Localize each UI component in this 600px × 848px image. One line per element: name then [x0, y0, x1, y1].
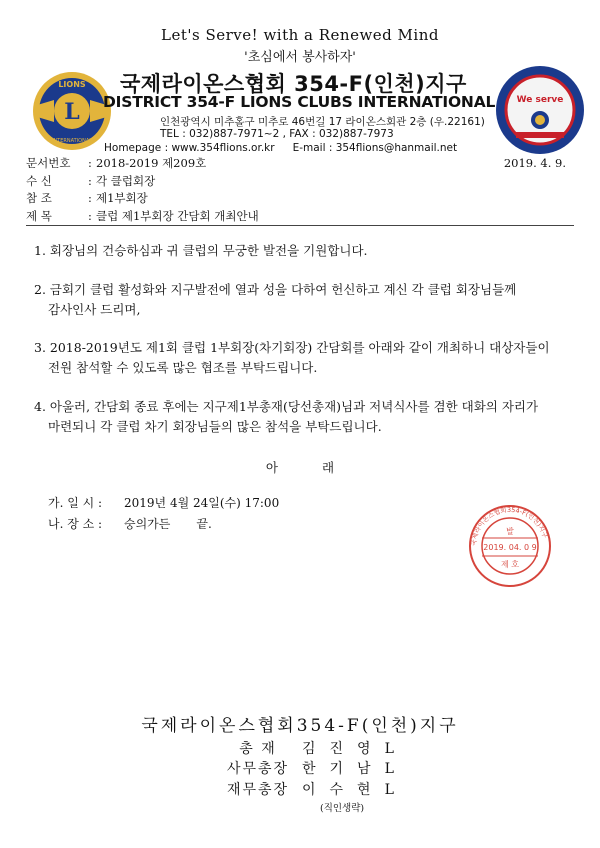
seal-omitted-note: (직인생략) [320, 803, 365, 814]
reference-label: 참 조 [26, 191, 52, 205]
stamp-date: 2019. 04. 0 9 [483, 543, 537, 552]
paragraph-2-line-2: 감사인사 드리며, [48, 301, 141, 317]
place-value: 숭의가든 [124, 517, 171, 531]
homepage: Homepage : www.354flions.or.kr [104, 142, 275, 154]
signature-governor [214, 738, 408, 758]
address: 인천광역시 미추홀구 미추로 46번길 17 라이온스회관 2층 (우.22161) [160, 116, 485, 128]
signature-treasurer [214, 779, 408, 799]
datetime-value: 2019년 4월 24일(수) 17:00 [124, 496, 280, 510]
place-label: 나. 장 소 : [48, 517, 103, 531]
paragraph-4-line-2: 마련되니 각 클럽 차기 회장님들의 많은 참석을 부탁드립니다. [48, 418, 382, 434]
paragraph-4 [34, 397, 570, 436]
divider [26, 225, 574, 226]
signature-secretary [214, 758, 408, 778]
recipient-row: 수 신 : 각 클럽회장 [26, 173, 586, 191]
detail-datetime [48, 494, 279, 511]
paragraph-2-line-1: 2. 금회기 클럽 활성화와 지구발전에 열과 성을 다하여 헌신하고 계신 각 클럽 회장님들께 [34, 282, 517, 297]
stamp-top: 발 [506, 527, 514, 536]
dispatch-stamp [468, 504, 552, 588]
stamp-ring-text: 국제라이온스협회354-F(인천)지구 [469, 505, 549, 547]
paragraph-1: 1. 회장님의 건승하심과 귀 클럽의 무궁한 발전을 기원합니다. [34, 243, 368, 258]
paragraph-3 [34, 338, 570, 377]
footer-org-name: 국제라이온스협회354-F(인천)지구 [141, 716, 459, 736]
subject-label: 제 목 [26, 208, 52, 223]
paragraph-2 [34, 280, 570, 319]
doc-number: 2018-2019 제209호 [96, 156, 207, 170]
sig3-role: 재무총장 [226, 782, 290, 798]
motto-korean: '초심에서 봉사하자' [244, 50, 356, 65]
lions-logo-icon [24, 70, 120, 152]
paragraph-3-line-1: 3. 2018-2019년도 제1회 클럽 1부회장(차기회장) 간담회를 아래와 같이 개최하니 대상자들이 [34, 340, 550, 355]
paragraph-3-line-2: 전원 참석할 수 있도록 많은 협조를 부탁드립니다. [48, 359, 318, 375]
sig2-name: 한기남L [302, 761, 408, 777]
logo-left-text: LIONS [58, 80, 86, 89]
doc-number-row: 문서번호 : 2018-2019 제209호 2019. 4. 9. [26, 155, 586, 173]
paragraph-4-line-1: 4. 아울러, 간담회 종료 후에는 지구제1부총재(당선총재)님과 저녁식사를 겸한 대화의 자리가 [34, 399, 539, 414]
datetime-label: 가. 일 시 : [48, 496, 103, 510]
stamp-bottom: 제 호 [501, 560, 519, 569]
recipient: 각 클럽회장 [96, 173, 156, 188]
motto-english: Let's Serve! with a Renewed Mind [161, 26, 439, 44]
document-meta [26, 155, 586, 225]
doc-number-label: 문서번호 [26, 156, 71, 170]
sig3-name: 이수현L [302, 782, 408, 798]
sig1-name: 김진영L [302, 741, 408, 757]
detail-place [48, 515, 212, 532]
badge-text: We serve [516, 95, 564, 105]
org-name-english: DISTRICT 354-F LIONS CLUBS INTERNATIONAL [103, 93, 496, 111]
email: E-mail : 354flions@hanmail.net [292, 142, 458, 154]
district-badge-icon [494, 62, 586, 158]
below-heading [0, 458, 600, 476]
logo-left-sub: INTERNATIONAL [51, 138, 93, 144]
svg-text:L: L [64, 99, 80, 125]
reference-row: 참 조 : 제1부회장 [26, 190, 586, 208]
reference: 제1부회장 [96, 191, 148, 205]
tel-fax: TEL : 032)887-7971~2 , FAX : 032)887-7973 [160, 128, 394, 140]
subject: 클럽 제1부회장 간담회 개최안내 [96, 208, 259, 223]
web-contact [104, 142, 457, 154]
subject-row: 제 목 : 클럽 제1부회장 간담회 개최안내 [26, 208, 586, 226]
below-heading-1: 아 [265, 460, 278, 475]
sig1-role: 총 재 [239, 741, 277, 757]
org-name-korean: 국제라이온스협회 354-F(인천)지구 [120, 72, 467, 96]
doc-date: 2019. 4. 9. [503, 156, 566, 170]
below-heading-2: 래 [322, 460, 335, 475]
recipient-label: 수 신 [26, 173, 52, 188]
end-mark: 끝. [196, 517, 212, 531]
sig2-role: 사무총장 [226, 761, 290, 777]
